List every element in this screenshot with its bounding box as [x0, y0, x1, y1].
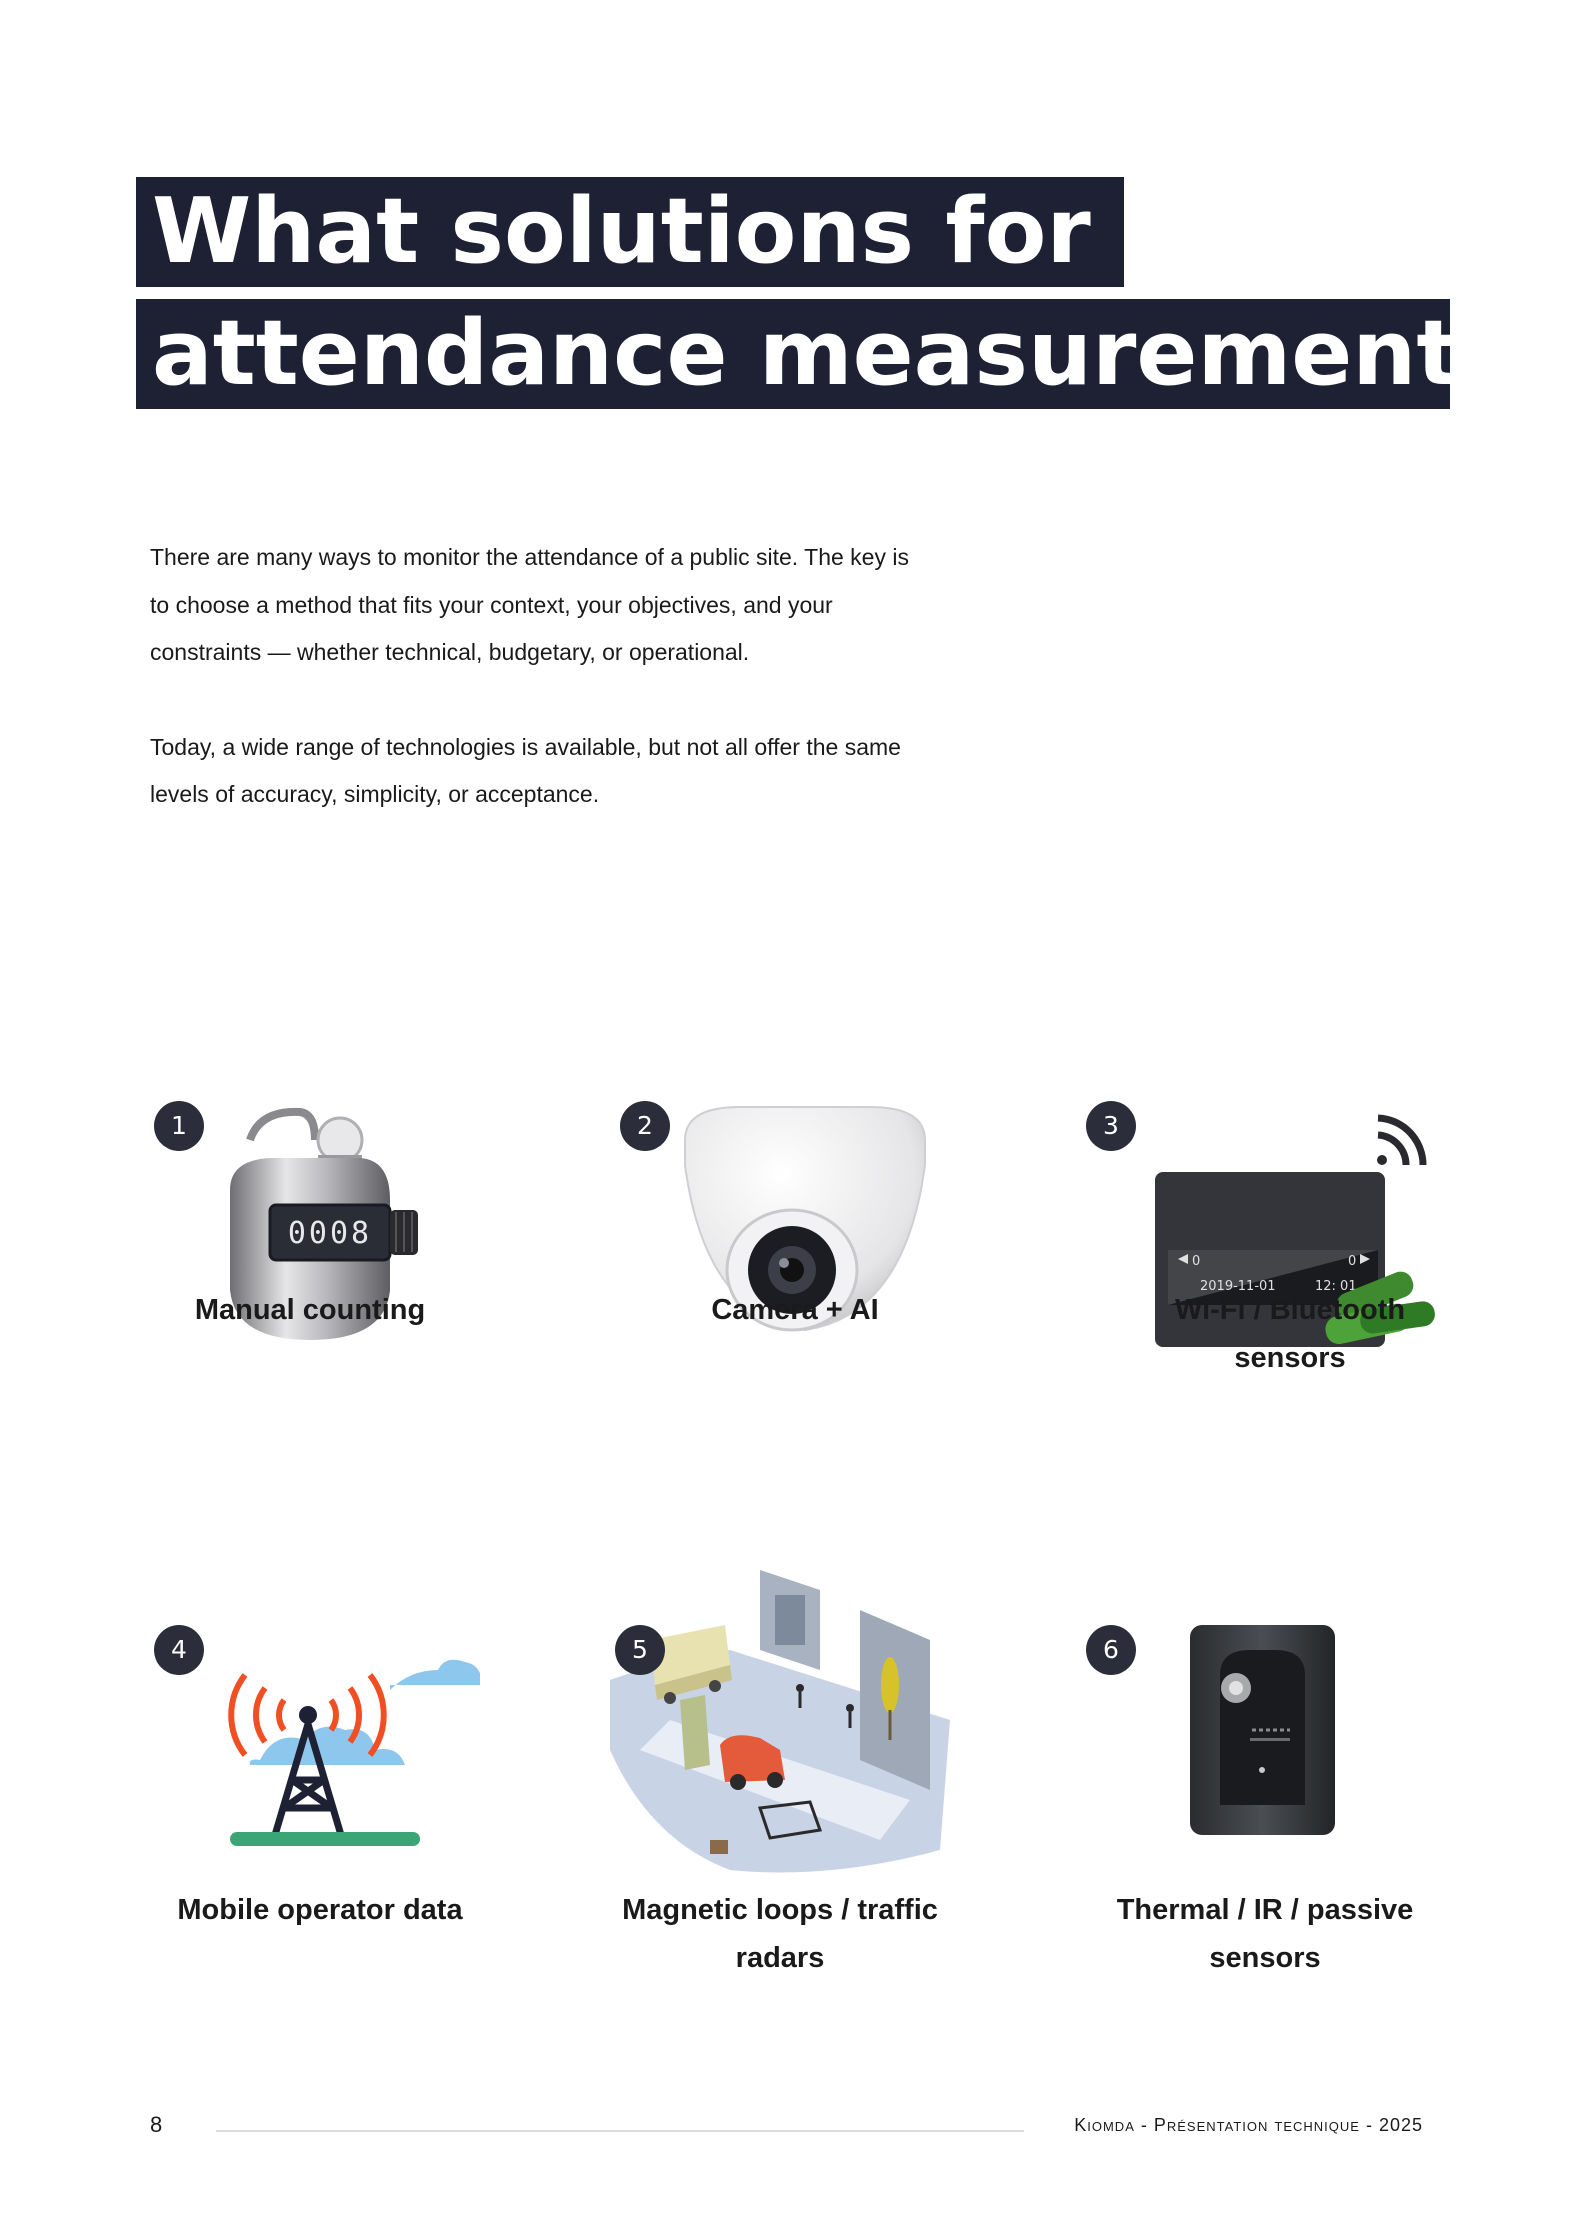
- intro-paragraph-2: Today, a wide range of technologies is available, but not all offer the same levels of accuracy, simplicity, or acceptance.: [150, 733, 901, 807]
- intro-paragraph-1: There are many ways to monitor the attendance of a public site. The key is to choose a method that fits your context, your objectives, and your constraints — whether technical, budgetary, or operational.: [150, 544, 909, 665]
- sensor-date: 2019-11-01: [1200, 1279, 1276, 1294]
- cell-tower-icon: [220, 1640, 480, 1860]
- solution-label-5: Magnetic loops / traffic radars: [622, 1894, 938, 1974]
- solution-label-3: Wi-Fi / Bluetooth sensors: [1174, 1294, 1406, 1374]
- sensor-left-count: 0: [1192, 1254, 1201, 1269]
- street-scene-icon: [610, 1570, 950, 1880]
- title-line-2: attendance measurement?: [136, 299, 1450, 409]
- sensor-right-count: 0: [1348, 1254, 1357, 1269]
- solution-label-1: Manual counting: [194, 1294, 426, 1326]
- footer-text: Kiomda - Présentation technique - 2025: [1074, 2115, 1423, 2135]
- title-line-1: What solutions for: [136, 177, 1124, 287]
- solution-label-2: Camera + AI: [711, 1294, 879, 1326]
- number-badge: 1: [154, 1101, 204, 1151]
- number-badge: 5: [615, 1625, 665, 1675]
- solution-label-6: Thermal / IR / passive sensors: [1116, 1894, 1414, 1974]
- number-badge: 2: [620, 1101, 670, 1151]
- sensor-time: 12: 01: [1315, 1279, 1357, 1294]
- ir-sensor-icon: [1180, 1620, 1340, 1840]
- number-badge: 4: [154, 1625, 204, 1675]
- intro-text: [150, 534, 910, 866]
- number-badge: 6: [1086, 1625, 1136, 1675]
- page-number: 8: [150, 2112, 163, 2137]
- footer-divider: [216, 2130, 1024, 2132]
- solution-label-4: Mobile operator data: [177, 1894, 463, 1926]
- number-badge: 3: [1086, 1101, 1136, 1151]
- counter-digits: 0008: [287, 1216, 373, 1251]
